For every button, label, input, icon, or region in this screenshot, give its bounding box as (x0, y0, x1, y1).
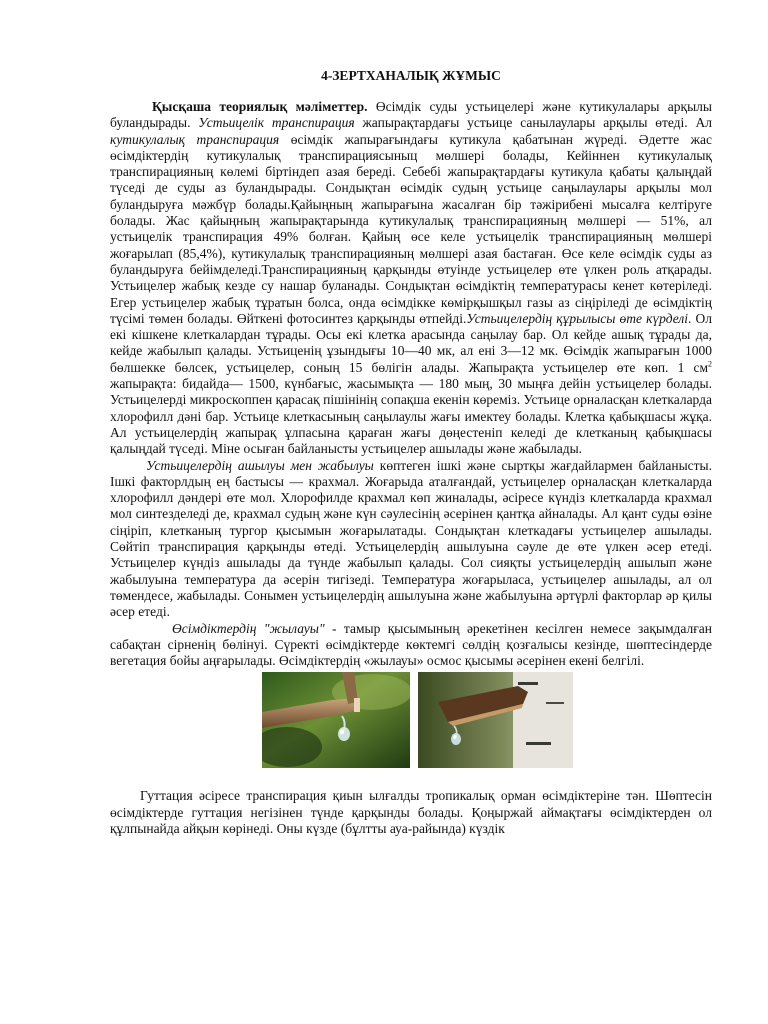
text-run: Өсімдік суды устьицелері және кутикулалары арқылы буландырады. (110, 99, 712, 131)
paragraph-guttation (110, 788, 712, 837)
paragraph-weeping (110, 621, 712, 670)
text-run: - тамыр қысымының әрекетінен кесілген немесе зақымдалған сабақтан сірненің бөлінуі. Сүректі өсімдіктерде көктемгі сөлдің қозғалысы кезінде, шөптесіндерде вегетация бойы аңғарылады. Өсімдіктердің «жылауы» осмос қысымы әсерінен екені белгілі. (110, 620, 712, 669)
birch-sap-photo-right (418, 672, 573, 768)
page-title: 4-ЗЕРТХАНАЛЫҚ ЖҰМЫС (321, 68, 501, 83)
paragraph-stomata (110, 458, 712, 621)
paragraph-theory (110, 99, 712, 458)
superscript: 2 (708, 359, 712, 369)
text-run: көптеген ішкі және сыртқы жағдайлармен байланысты. Ішкі факторлдың ең бастысы — крахмал. Жоғарыда аталғандай, устьицелер орналасқан клеткаларда хлорофилл дәндері өте мол. Хлорофилде крахмал көп жиналады, әсіресе күндіз клеткаларда крахмал мол синтезделеді де, крахмал судың және күн сәулесінің әсерінен қантқа айналады. Ал қант суды өзіне сіңіріп, клетканың тургор қысымын жоғарылатады. Сондықтан клеткадағы устьицелер ашылады. Сөйтіп транспирация қарқынды өтеді. Устьицелердің ашылуына сәуле де өте үлкен әсер етеді. Устьицелер күндіз ашылады да түнде жабылып қалады. Сол сияқты устьицелердің ашылып және жабылуына температура да әсерін тигізеді. Температура жоғарыласа, устьицелер ашылады, ал ол төмендесе, жабылады. Сонымен устьицелердің ашылуына және жабылуына әртүрлі факторлар әр қилы әсер етеді. (110, 457, 712, 620)
italic-term: Өсімдіктердің "жылауы" (172, 620, 325, 636)
text-run: . Ол екі кішкене клеткалардан тұрады. Осы екі клетка арасында саңылау бар. Ол кейде ашық тұрады да, кейде жабылып қалады. Устьиценің ұзындығы 10—40 мк, ал ені 3—12 мк. Өсімдік жапырағын 1000 бөлшекке бөлсек, устьицелер, соның 15 бөлігін алады. Жапырақта устьицелер өте көп. 1 см (110, 310, 712, 375)
italic-term: Устьицелік транспирация (198, 115, 355, 131)
text-run: өсімдік жапырағындағы кутикула қабатынан жүреді. Әдетте жас өсімдіктердің кутикулалық транспирациясыныц мөлшері болады, Кейіннен кутикулалық транспирацияның көлемі біртіндеп азая береді. Себебі жапырақтардағы кутикула қабаты қалыңдай түседі де суды аз буландырады. Сондықтан өсімдік судың устьице саңылаулары арқылы мол буландыруға мәжбүр болады.Қайыңның жапырағына жасалған бір тәжірибені мысалға келтіруге болады. Жас қайыңның жапырақтарында кутикулалық транспирацияның мөлшері — 51%, ал устьицелік транспирация 49% болған. Қайың өсе келе устьицелік транспирацияның мөлшері жоғарылап (85,4%), кутикулалық транспирацияның мөлшері азая бастаған. Өсе келе өсімдік суды аз буландыруға бейімделеді.Транспирацияның қарқынды өтуінде устьицелер өте үлкен роль атқарады. Устьицелер жабық кезде су нашар буланады. Сондықтан өсімдіктің температурасы кенет көтеріледі. Егер устьицелер жабық тұратын болса, онда өсімдікке көмірқышқыл газы аз сіңіріледі де өсімдіктің түсімі төмен болады. Өйткені фотосинтез қарқынды өтпейді. (110, 131, 712, 326)
branch-drop-photo-left (262, 672, 410, 768)
text-run: жапырақтардағы устьице санылаулары арқылы өтеді. Ал (354, 115, 712, 131)
text-run: жапырақта: бидайда— 1500, күнбағыс, жасымықта — 180 мың, 30 мыңға дейін устьицелер болады. Устьицелерді микроскоппен қарасақ пішінінің сопақша екенін көреміз. Устьице орналасқан клеткаларда хлорофилл дәні бар. Устьице клеткасының саңылаулы жағы имектеу болады. Клетка қабықшасы жұқа. Ал устьицелердің жапырақ ұлпасына қараған жағы дөңестеніп келеді де клетканың қабықшасы қалыңдай түседі. Міне осыған байланысты устьицелер ашылады және жабылады. (110, 376, 712, 457)
text-run: Гуттация әсіресе транспирация қиын ылғалды тропикалық орман өсімдіктеріне тән. Шөптесін өсімдіктерде гуттация негізінен түнде қарқынды болады. Қоңыржай аймақтағы өсімдіктерден ол құлпынайда айқын көрінеді. Оны күзде (бұлтты ауа-райында) күздік (110, 788, 712, 836)
document-page (110, 68, 712, 837)
lead-heading: Қысқаша теориялық мәліметтер. (152, 99, 368, 114)
italic-term: Устьицелердің құрылысы өте күрделі (466, 310, 689, 326)
italic-term: кутикулалық транспирация (110, 131, 280, 147)
photo-row (110, 672, 712, 770)
italic-term: Устьицелердің ашылуы мен жабылуы (146, 457, 374, 473)
